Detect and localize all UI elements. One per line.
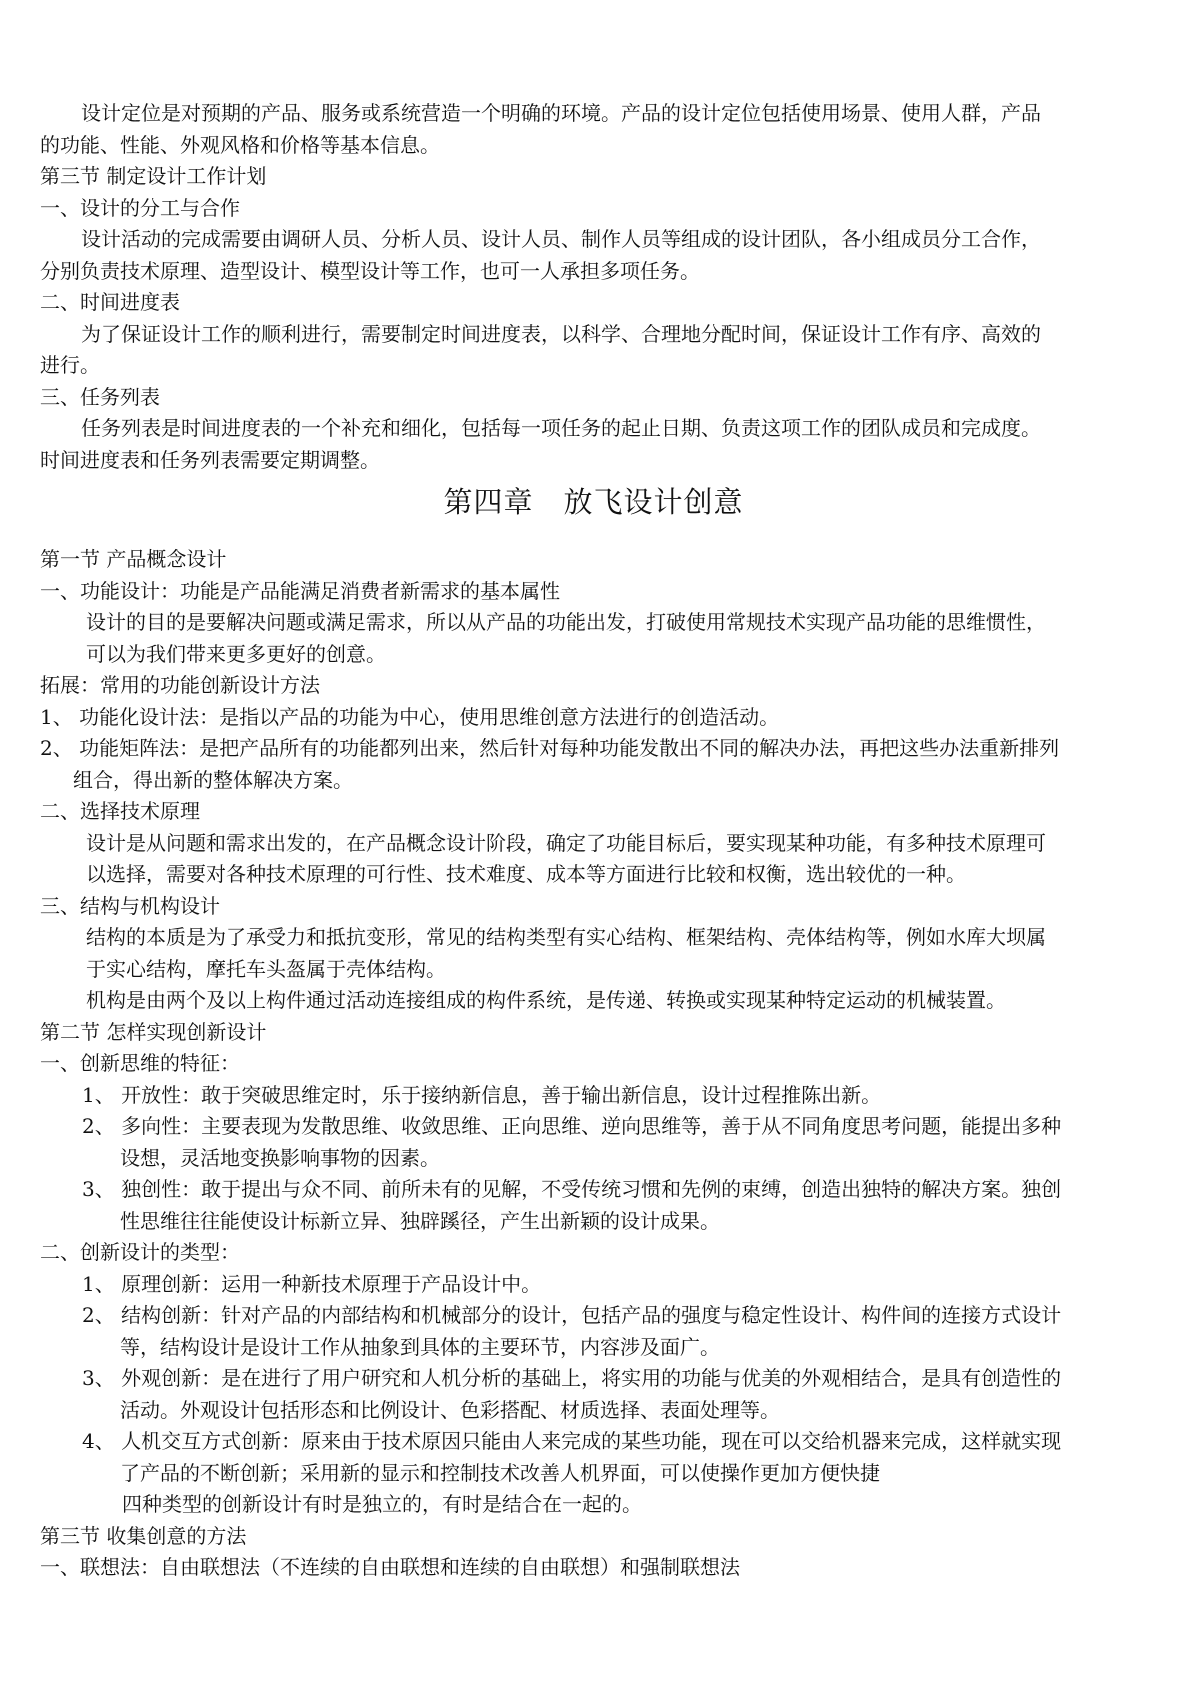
ch4-section-1-title: 第一节 产品概念设计	[40, 547, 227, 571]
s3-paragraph-1-line-1: 设计活动的完成需要由调研人员、分析人员、设计人员、制作人员等组成的设计团队，各小组成员分工合作，	[81, 227, 1041, 251]
ch4-s1-paragraph-2-line-1: 设计是从问题和需求出发的，在产品概念设计阶段，确定了功能目标后，要实现某种功能，有多种技术原理可	[86, 830, 1046, 855]
s3-paragraph-3-line-2: 时间进度表和任务列表需要定期调整。	[40, 447, 380, 472]
s3-heading-1: 一、设计的分工与合作	[40, 195, 240, 220]
chapter-name: 放飞设计创意	[563, 485, 744, 519]
ch4-s2-type-4-line-1: 4、 人机交互方式创新：原来由于技术原因只能由人来完成的某些功能，现在可以交给机器来完成，这样就实现	[82, 1429, 1062, 1453]
extension-item-2-line-1: 2、 功能矩阵法：是把产品所有的功能都列出来，然后针对每种功能发散出不同的解决办法，再把这些办法重新排列	[40, 736, 1060, 760]
ch4-section-2-title: 第二节 怎样实现创新设计	[40, 1019, 267, 1044]
ch4-s2-heading-2: 二、创新设计的类型：	[40, 1240, 240, 1264]
ch4-s2-trait-3-line-1: 3、 独创性：敢于提出与众不同、前所未有的见解，不受传统习惯和先例的束缚，创造出独特的解决方案。独创	[82, 1177, 1062, 1201]
ch4-s2-trait-3-line-2: 性思维往往能使设计标新立异、独辟蹊径，产生出新颖的设计成果。	[120, 1208, 720, 1233]
ch4-s1-paragraph-3-line-2: 于实心结构，摩托车头盔属于壳体结构。	[86, 956, 446, 981]
ch4-s1-paragraph-4: 机构是由两个及以上构件通过活动连接组成的构件系统，是传递、转换或实现某种特定运动的机械装置。	[86, 988, 1006, 1012]
ch4-s1-paragraph-1-line-1: 设计的目的是要解决问题或满足需求，所以从产品的功能出发，打破使用常规技术实现产品功能的思维惯性，	[86, 610, 1046, 634]
ch4-s3-heading-1: 一、联想法：自由联想法（不连续的自由联想和连续的自由联想）和强制联想法	[40, 1555, 740, 1579]
ch4-s2-type-1: 1、 原理创新：运用一种新技术原理于产品设计中。	[82, 1271, 542, 1296]
ch4-s2-type-2-line-2: 等，结构设计是设计工作从抽象到具体的主要环节，内容涉及面广。	[120, 1334, 720, 1359]
ch4-s2-type-3-line-1: 3、 外观创新：是在进行了用户研究和人机分析的基础上，将实用的功能与优美的外观相结合，是具有创造性的	[82, 1366, 1062, 1390]
ch4-s1-paragraph-1-line-2: 可以为我们带来更多更好的创意。	[86, 641, 386, 666]
extension-item-1: 1、 功能化设计法：是指以产品的功能为中心，使用思维创意方法进行的创造活动。	[40, 704, 780, 729]
ch4-s2-trait-2-line-2: 设想，灵活地变换影响事物的因素。	[120, 1145, 440, 1170]
ch4-s2-type-2-line-1: 2、 结构创新：针对产品的内部结构和机械部分的设计，包括产品的强度与稳定性设计、构件间的连接方式设计	[82, 1303, 1062, 1327]
s3-paragraph-2-line-2: 进行。	[40, 353, 100, 377]
s3-paragraph-3-line-1: 任务列表是时间进度表的一个补充和细化，包括每一项任务的起止日期、负责这项工作的团队成员和完成度。	[81, 416, 1041, 440]
section-3-title: 第三节 制定设计工作计划	[40, 164, 267, 188]
extension-item-2-line-2: 组合，得出新的整体解决方案。	[73, 767, 353, 792]
s3-heading-3: 三、任务列表	[40, 384, 160, 409]
ch4-section-3-title: 第三节 收集创意的方法	[40, 1523, 247, 1548]
ch4-s1-heading-1: 一、功能设计：功能是产品能满足消费者新需求的基本属性	[40, 578, 560, 603]
ch4-s2-type-4-line-2: 了产品的不断创新；采用新的显示和控制技术改善人机界面，可以使操作更加方便快捷	[120, 1460, 880, 1485]
ch4-s2-trait-1: 1、 开放性：敢于突破思维定时，乐于接纳新信息，善于输出新信息，设计过程推陈出新。	[82, 1082, 882, 1107]
s3-heading-2: 二、时间进度表	[40, 290, 180, 314]
ch4-s2-note: 四种类型的创新设计有时是独立的，有时是结合在一起的。	[122, 1492, 642, 1516]
s3-paragraph-1-line-2: 分别负责技术原理、造型设计、模型设计等工作，也可一人承担多项任务。	[40, 258, 700, 283]
ch4-s1-paragraph-2-line-2: 以选择，需要对各种技术原理的可行性、技术难度、成本等方面进行比较和权衡，选出较优的一种。	[86, 862, 966, 886]
intro-paragraph-line-1: 设计定位是对预期的产品、服务或系统营造一个明确的环境。产品的设计定位包括使用场景、使用人群，产品	[81, 101, 1041, 125]
ch4-s1-paragraph-3-line-1: 结构的本质是为了承受力和抵抗变形，常见的结构类型有实心结构、框架结构、壳体结构等，例如水库大坝属	[86, 925, 1046, 949]
intro-paragraph-line-2: 的功能、性能、外观风格和价格等基本信息。	[40, 132, 440, 157]
extension-title: 拓展：常用的功能创新设计方法	[40, 673, 320, 697]
s3-paragraph-2-line-1: 为了保证设计工作的顺利进行，需要制定时间进度表，以科学、合理地分配时间，保证设计工作有序、高效的	[81, 321, 1041, 346]
ch4-s2-type-3-line-2: 活动。外观设计包括形态和比例设计、色彩搭配、材质选择、表面处理等。	[120, 1397, 780, 1422]
ch4-s1-heading-3: 三、结构与机构设计	[40, 893, 220, 918]
ch4-s2-heading-1: 一、创新思维的特征：	[40, 1051, 240, 1075]
chapter-number: 第四章	[443, 485, 534, 519]
ch4-s1-heading-2: 二、选择技术原理	[40, 799, 200, 823]
ch4-s2-trait-2-line-1: 2、 多向性：主要表现为发散思维、收敛思维、正向思维、逆向思维等，善于从不同角度思考问题，能提出多种	[82, 1114, 1062, 1138]
chapter-title	[40, 482, 1147, 522]
